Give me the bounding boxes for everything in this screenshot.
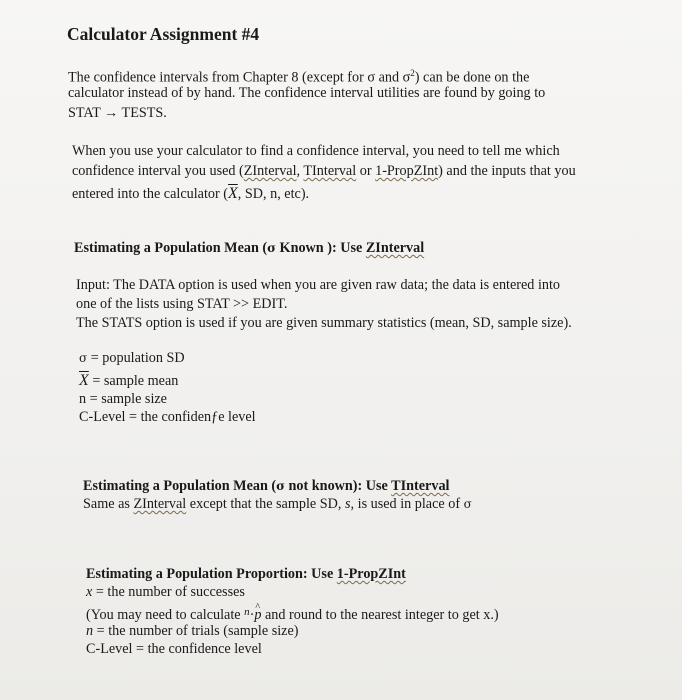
intro-line-3: STAT → TESTS. xyxy=(68,105,167,121)
section3-n-line: n = the number of trials (sample size) xyxy=(86,623,299,639)
section3-heading: Estimating a Population Proportion: Use 1-PropZInt xyxy=(86,566,406,582)
def-clevel: C-Level = the confidenƒe level xyxy=(79,409,256,425)
zinterval-term: ZInterval xyxy=(243,163,297,179)
section1-heading-link: ZInterval xyxy=(365,240,425,256)
def-n: n = sample size xyxy=(79,391,167,407)
intro-line-2: calculator instead of by hand. The confidence interval utilities are found by going to xyxy=(68,85,546,101)
section1-heading: Estimating a Population Mean (σ Known ): Use ZInterval xyxy=(74,240,425,256)
section3-clevel-line: C-Level = the confidence level xyxy=(86,641,262,657)
xbar-symbol: $\overline{X}$ xyxy=(228,185,238,202)
propzint-term: 1-PropZInt xyxy=(375,163,439,179)
when-line-2: confidence interval you used (ZInterval, TInterval or 1-PropZInt) and the inputs that you xyxy=(72,163,576,179)
page-title: Calculator Assignment #4 xyxy=(67,24,260,44)
def-sigma: σ = population SD xyxy=(79,350,185,366)
section1-input-line-2: one of the lists using STAT >> EDIT. xyxy=(76,296,288,312)
section1-input-line-3: The STATS option is used if you are given summary statistics (mean, SD, sample size). xyxy=(76,315,572,331)
section2-line: Same as ZInterval except that the sample SD, s, is used in place of σ xyxy=(83,496,472,512)
when-line-1: When you use your calculator to find a confidence interval, you need to tell me which xyxy=(72,143,560,159)
tinterval-term: TInterval xyxy=(303,163,357,179)
section2-heading-link: TInterval xyxy=(391,478,450,494)
section2-heading: Estimating a Population Mean (σ not known): Use TInterval xyxy=(83,478,450,494)
def-xbar: $\overline{X}$ = sample mean xyxy=(79,372,179,389)
section3-heading-link: 1-PropZInt xyxy=(336,566,406,582)
section3-x-line: x = the number of successes xyxy=(86,584,245,600)
intro-line-1: The confidence intervals from Chapter 8 (except for σ and $\sigma^2$) can be done on the xyxy=(68,68,530,86)
section3-calc-line: (You may need to calculate $^n$·^ p and round to the nearest integer to get x.) xyxy=(86,603,499,625)
when-line-3: entered into the calculator ($\overline{X}$, SD, n, etc). xyxy=(72,185,310,202)
section1-input-line-1: Input: The DATA option is used when you are given raw data; the data is entered into xyxy=(76,277,561,293)
